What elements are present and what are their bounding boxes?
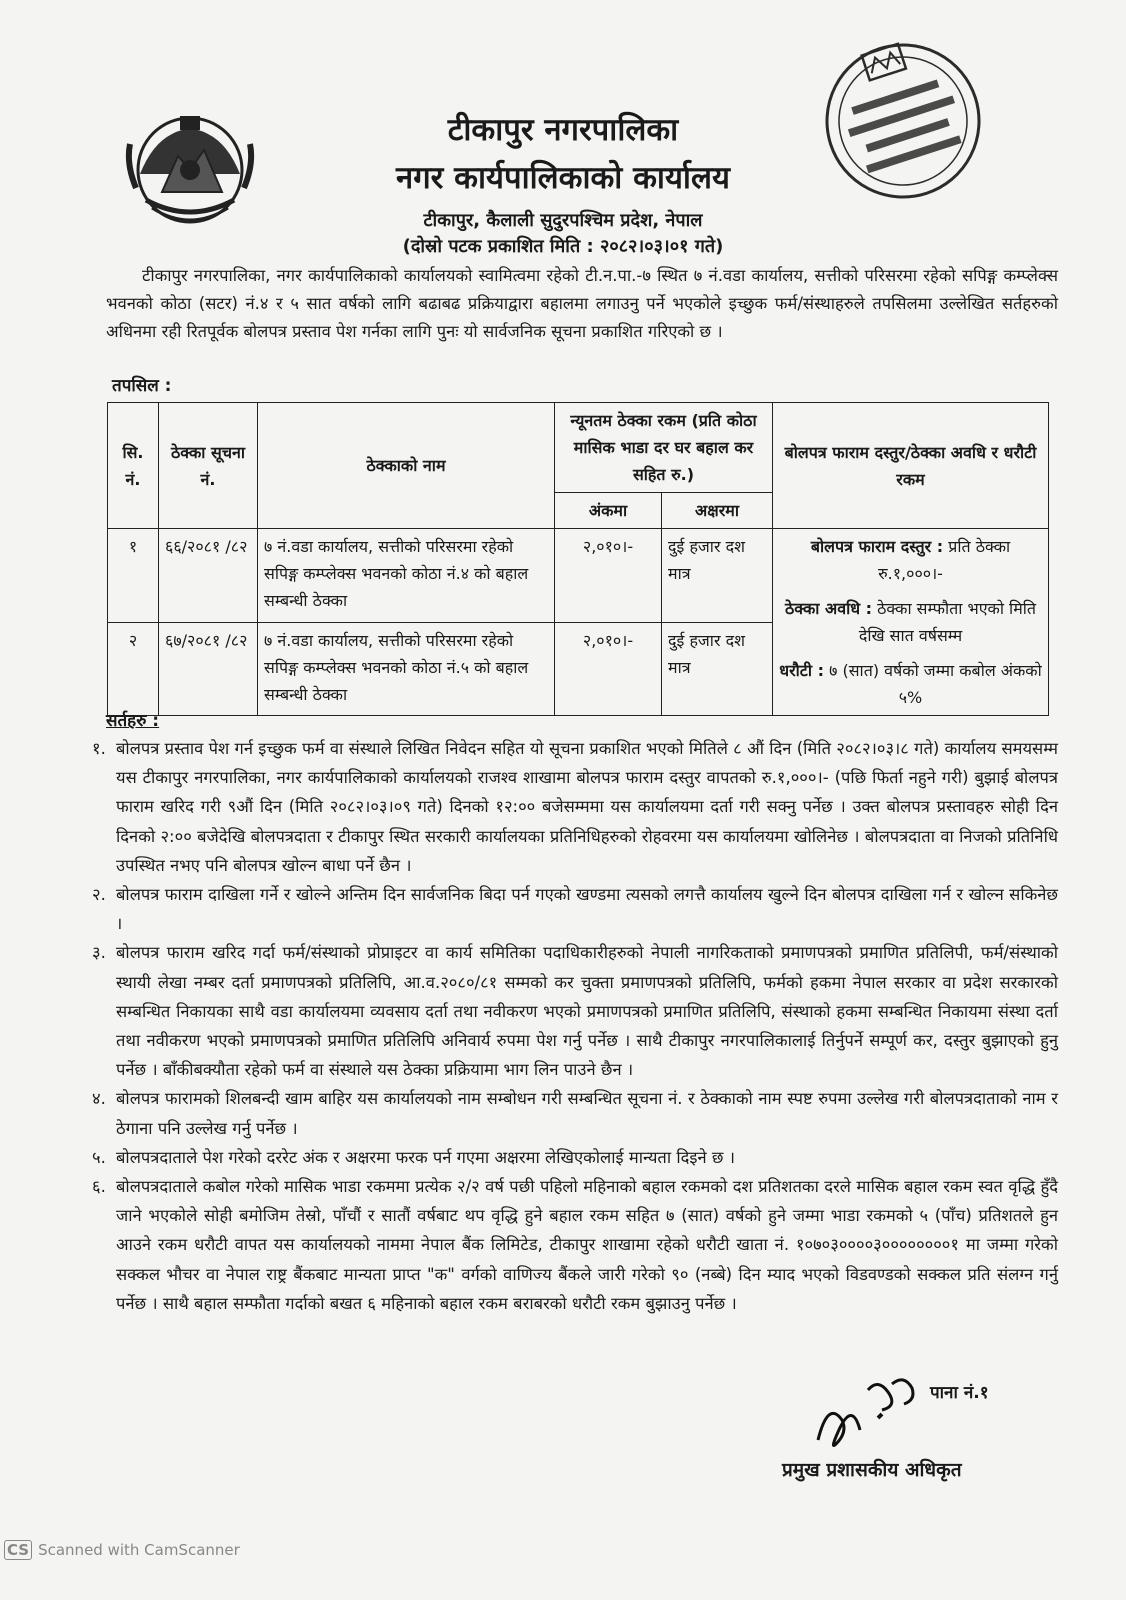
condition-number: १. [92,739,106,758]
office-address: टीकापुर, कैलाली सुदुरपश्चिम प्रदेश, नेपाल [423,210,703,231]
intro-paragraph: टीकापुर नगरपालिका, नगर कार्यपालिकाको कार्यालयको स्वामित्वमा रहेको टी.न.पा.-७ स्थित ७ नं.वडा कार्यालय, सत्तीको परिसरमा रहेको सपिङ्ग कम्प्लेक्स भवनको कोठा (सटर) नं.४ र ५ सात वर्षको लागि बढाबढ प्रक्रियाद्वारा बहालमा लगाउनु पर्ने भएकोले इच्छुक फर्म/संस्थाहरुले तपसिलमा उल्लेखित सर्तहरुको अधिनमा रही रितपूर्वक बोलपत्र प्रस्ताव पेश गर्नका लागि पुनः यो सार्वजनिक सूचना प्रकाशित गरिएको छ । [106,266,1058,341]
period-value: ठेक्का सम्फौता भएको मिति देखि सात वर्षसम्म [858,599,1037,645]
condition-item [86,938,1058,1084]
row-amount: २,०१०।- [555,622,662,716]
condition-item [86,1172,1058,1318]
condition-text: बोलपत्र फारामको शिलबन्दी खाम बाहिर यस कार्यालयको नाम सम्बोधन गरी सम्बन्धित सूचना नं. र ठेक्काको नाम स्पष्ट रुपमा उल्लेख गरी बोलपत्रदाताको नाम र ठेगाना पनि उल्लेख गर्नु पर्नेछ । [116,1089,1058,1138]
condition-number: ३. [92,943,106,963]
row-amount-words: दुई हजार दश मात्र [662,529,773,623]
condition-item [86,734,1058,880]
period-label: ठेक्का अवधि : [784,599,873,618]
tender-table [107,402,1049,716]
signature-icon [808,1370,928,1460]
office-title: नगर कार्यपालिकाको कार्यालय [396,160,730,196]
deposit-value: ७ (सात) वर्षको जम्मा कबोल अंकको ५% [829,661,1042,707]
conditions-list [86,734,1058,1318]
scanner-watermark [4,1540,240,1560]
condition-text: बोलपत्र प्रस्ताव पेश गर्न इच्छुक फर्म वा संस्थाले लिखित निवेदन सहित यो सूचना प्रकाशित भएको मितिले ८ औं दिन (मिति २०८२।०३।८ गते) कार्यालय समयसम्म यस टीकापुर नगरपालिका, नगर कार्यपालिकाको कार्यालयको राजश्व शाखामा बोलपत्र फाराम दस्तुर वापतको रु.१,०००।- (पछि फिर्ता नहुने गरी) बुझाई बोलपत्र फाराम खरिद गरी ९औं दिन (मिति २०८२।०३।०९ गते) दिनको १२:०० बजेसम्ममा यस कार्यालयमा दर्ता गरी सक्नु पर्नेछ । उक्त बोलपत्र प्रस्तावहरु सोही दिन दिनको २:०० बजेदेखि बोलपत्रदाता र टीकापुर स्थित सरकारी कार्यालयका प्रतिनिधिहरुको रोहवरमा यस कार्यालयमा खोलिनेछ । बोलपत्रदाता वा निजको प्रतिनिधि उपस्थित नभए पनि बोलपत्र खोल्न बाधा पर्ने छैन । [116,739,1058,875]
condition-text: बोलपत्रदाताले कबोल गरेको मासिक भाडा रकममा प्रत्येक २/२ वर्ष पछी पहिलो महिनाको बहाल रकमको दश प्रतिशतका दरले मासिक बहाल रकम स्वत वृद्धि हुँदै जाने भएकोले सोही बमोजिम तेस्रो, पाँचौं र सातौं वर्षबाट थप वृद्धि हुने बहाल रकम सहित ७ (सात) वर्षको हुने जम्मा भाडा रकमको ५ (पाँच) प्रतिशतले हुन आउने रकम धरौटी वापत यस कार्यालयको नाममा नेपाल बैंक लिमिटेड, टीकापुर शाखामा रहेको धरौटी खाता नं. १०७०३००००३००००००००१ मा जम्मा गरेको सक्कल भौचर वा नेपाल राष्ट्र बैंकबाट मान्यता प्राप्त "क" वर्गको वाणिज्य बैंकले जारी गरेको ९० (नब्बे) दिन म्याद भएको विडवण्डको सक्कल प्रति संलग्न गर्नु पर्नेछ । साथै बहाल सम्फौता गर्दाको बखत ६ महिनाको बहाल रकम बराबरको धरौटी रकम बुझाउनु पर्नेछ । [116,1177,1058,1313]
header-sn: सि. नं. [108,403,159,529]
header-notice-no: ठेक्का सूचना नं. [159,403,258,529]
header-in-figure: अंकमा [555,493,662,529]
row-contract-name: ७ नं.वडा कार्यालय, सत्तीको परिसरमा रहेको सपिङ्ग कम्प्लेक्स भवनको कोठा नं.५ को बहाल सम्बन्धी ठेक्का [258,622,555,716]
conditions-title: सर्तहरु : [106,711,160,731]
row-contract-name: ७ नं.वडा कार्यालय, सत्तीको परिसरमा रहेको सपिङ्ग कम्प्लेक्स भवनको कोठा नं.४ को बहाल सम्बन्धी ठेक्का [258,529,555,623]
condition-item [86,1143,1058,1172]
row-sn: २ [108,622,159,716]
page-number: पाना नं.१ [930,1383,989,1403]
fee-line [779,533,1042,587]
fee-label: बोलपत्र फाराम दस्तुर : [810,537,944,556]
condition-text: बोलपत्रदाताले पेश गरेको दररेट अंक र अक्षरमा फरक पर्न गएमा अक्षरमा लेखिएकोलाई मान्यता दिइने छ । [116,1147,735,1167]
row-notice-no: ६७/२०८१ /८२ [159,622,258,716]
table-row [108,529,1049,623]
header-min-amount: न्यूनतम ठेक्का रकम (प्रति कोठा मासिक भाडा दर घर बहाल कर सहित रु.) [555,403,773,493]
condition-number: ५. [92,1147,106,1167]
camscanner-logo-icon: CS [4,1540,32,1560]
deposit-label: धरौटी : [779,661,824,680]
scanner-text: Scanned with CamScanner [38,1541,240,1559]
condition-text: बोलपत्र फाराम खरिद गर्दा फर्म/संस्थाको प्रोप्राइटर वा कार्य समितिका पदाधिकारीहरुको नेपाली नागरिकताको प्रमाणपत्रको प्रमाणित प्रतिलिपी, फर्म/संस्थाको स्थायी लेखा नम्बर दर्ता प्रमाणपत्रको प्रतिलिपि, आ.व.२०८०/८१ सम्मको कर चुक्ता प्रमाणपत्रको प्रतिलिपि, फर्मको हकमा नेपाल सरकार वा प्रदेश सरकारको सम्बन्धित निकायका साथै वडा कार्यालयमा व्यवसाय दर्ता तथा नवीकरण भएको प्रमाणपत्रको प्रमाणित प्रतिलिपि, संस्थाको हकमा सम्बन्धित निकायमा संस्था दर्ता तथा नवीकरण भएको प्रमाणपत्रको प्रमाणित प्रतिलिपि अनिवार्य रुपमा पेश गर्नु पर्नेछ । साथै टीकापुर नगरपालिकालाई तिर्नुपर्ने सम्पूर्ण कर, दस्तुर बुझाएको हुनु पर्नेछ । बाँकीबक्यौता रहेको फर्म वा संस्थाले यस ठेक्का प्रक्रियामा भाग लिन पाउने छैन । [116,943,1058,1080]
row-notice-no: ६६/२०८१ /८२ [159,529,258,623]
officer-title: प्रमुख प्रशासकीय अधिकृत [782,1459,962,1481]
header-in-words: अक्षरमा [662,493,773,529]
terms-cell [773,529,1049,716]
condition-item [86,880,1058,938]
fee-value: प्रति ठेक्का रु.१,०००।- [878,537,1011,583]
row-sn: १ [108,529,159,623]
condition-number: ६. [92,1177,106,1197]
municipality-title: टीकापुर नगरपालिका [447,112,679,148]
condition-number: २. [92,885,106,905]
period-line [779,595,1042,649]
deposit-line [779,657,1042,711]
row-amount-words: दुई हजार दश मात्र [662,622,773,716]
condition-number: ४. [92,1089,106,1109]
condition-text: बोलपत्र फाराम दाखिला गर्ने र खोल्ने अन्तिम दिन सार्वजनिक बिदा पर्न गएको खण्डमा त्यसको लगत्तै कार्यालय खुल्ने दिन बोलपत्र दाखिला गर्न र खोल्न सकिनेछ । [116,885,1058,934]
header-contract-name: ठेक्काको नाम [258,403,555,529]
publish-date-note: (दोस्रो पटक प्रकाशित मिति : २०८२।०३।०१ गते) [402,236,724,257]
condition-item [86,1084,1058,1142]
row-amount: २,०१०।- [555,529,662,623]
tapasil-label: तपसिल : [112,376,172,396]
header-terms: बोलपत्र फाराम दस्तुर/ठेक्का अवधि र धरौटी रकम [773,403,1049,529]
